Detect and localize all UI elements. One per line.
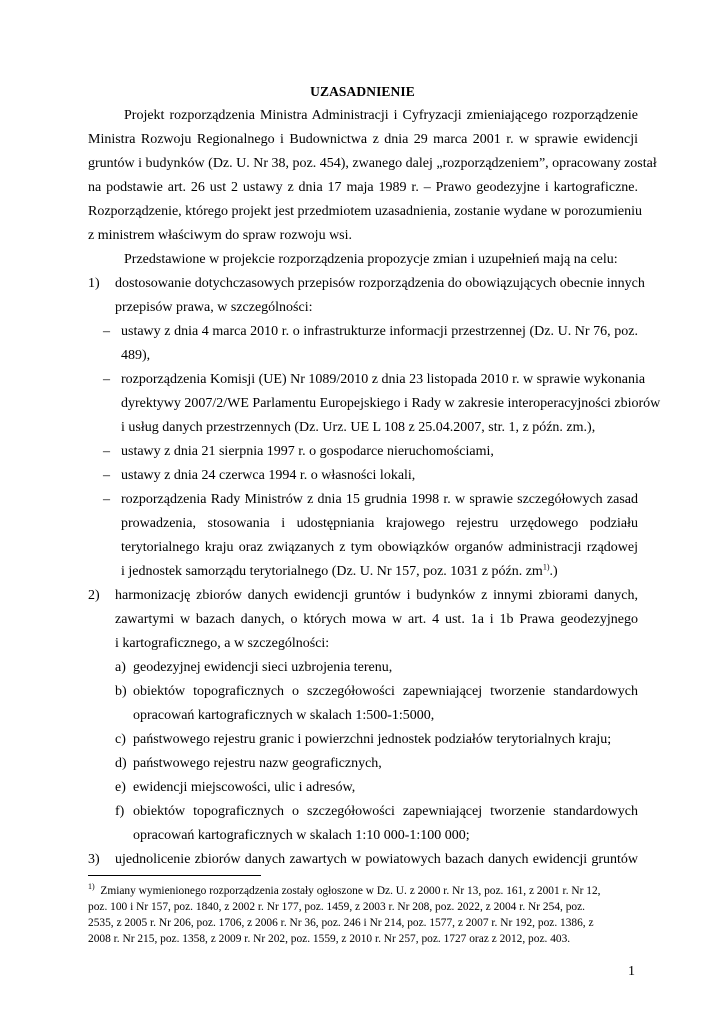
item1-line: przepisów prawa, w szczególności: bbox=[115, 300, 313, 315]
item3-line: ujednolicenie zbiorów danych zawartych w powiatowych bazach danych ewidencji gruntów bbox=[115, 852, 638, 867]
footnote-reference: 1) bbox=[542, 562, 550, 572]
sub-item-line: terytorialnego kraju oraz związanych z tym obowiązków organów administracji rządowej bbox=[121, 540, 638, 555]
sub-item-line: ustawy z dnia 21 sierpnia 1997 r. o gospodarce nieruchomościami, bbox=[121, 444, 494, 459]
letter-item-line: obiektów topograficznych o szczegółowości zapewniającej tworzenie standardowych bbox=[133, 684, 638, 699]
sub-item-line: i usług danych przestrzennych (Dz. Urz. UE L 108 z 25.04.2007, str. 1, z późn. zm.), bbox=[121, 420, 596, 435]
sub-item-line: prowadzenia, stosowania i udostępniania krajowego rejestru urzędowego podziału bbox=[121, 516, 638, 531]
letter-item-line: obiektów topograficznych o szczegółowości zapewniającej tworzenie standardowych bbox=[133, 804, 638, 819]
letter-item-line: opracowań kartograficznych w skalach 1:10 000-1:100 000; bbox=[133, 828, 470, 843]
letter-item-line: państwowego rejestru nazw geograficznych, bbox=[133, 756, 382, 771]
footnote-separator bbox=[88, 875, 261, 876]
letter-item-line: ewidencji miejscowości, ulic i adresów, bbox=[133, 780, 356, 795]
sub-item-line: rozporządzenia Komisji (UE) Nr 1089/2010 z dnia 23 listopada 2010 r. w sprawie wykonania bbox=[121, 372, 646, 387]
sub-item-text: i jednostek samorządu terytorialnego (Dz. U. Nr 157, poz. 1031 z późn. zm bbox=[121, 564, 543, 579]
dash-bullet: – bbox=[103, 468, 110, 483]
intro-line: Projekt rozporządzenia Ministra Administracji i Cyfryzacji zmieniającego rozporządzenie bbox=[124, 108, 638, 123]
letter-marker: c) bbox=[115, 732, 126, 747]
sub-item-line: rozporządzenia Rady Ministrów z dnia 15 grudnia 1998 r. w sprawie szczegółowych zasad bbox=[121, 492, 638, 507]
sub-item-line: dyrektywy 2007/2/WE Parlamentu Europejskiego i Rady w zakresie interoperacyjności zbiorów bbox=[121, 396, 661, 411]
footnote-text: Zmiany wymienionego rozporządzenia zostały ogłoszone w Dz. U. z 2000 r. Nr 13, poz. 161, z 2001 r. Nr 12, bbox=[100, 885, 601, 897]
letter-marker: e) bbox=[115, 780, 126, 795]
intro-line: Ministra Rozwoju Regionalnego i Budownictwa z dnia 29 marca 2001 r. w sprawie ewidencji bbox=[88, 132, 638, 147]
page-number: 1 bbox=[628, 964, 635, 979]
letter-item-line: opracowań kartograficznych w skalach 1:500-1:5000, bbox=[133, 708, 435, 723]
footnote-line: 2008 r. Nr 215, poz. 1358, z 2009 r. Nr 202, poz. 1559, z 2010 r. Nr 257, poz. 1727 oraz z 2012, poz. 403. bbox=[88, 933, 571, 945]
footnote-line bbox=[88, 884, 601, 900]
item-number: 2) bbox=[88, 588, 100, 603]
document-title: UZASADNIENIE bbox=[310, 84, 415, 99]
dash-bullet: – bbox=[103, 444, 110, 459]
letter-marker: f) bbox=[115, 804, 125, 819]
letter-marker: b) bbox=[115, 684, 127, 699]
intro-line: z ministrem właściwym do spraw rozwoju wsi. bbox=[88, 228, 353, 243]
sub-item-text-end: .) bbox=[549, 564, 558, 579]
sub-item-line bbox=[121, 563, 558, 581]
sub-item-line: 489), bbox=[121, 348, 151, 363]
footnote-marker: 1) bbox=[88, 882, 95, 892]
footnote-line: 2535, z 2005 r. Nr 206, poz. 1706, z 2006 r. Nr 36, poz. 246 i Nr 214, poz. 1577, z 2007 r. Nr 192, poz. 1386, z bbox=[88, 917, 594, 929]
lead-sentence: Przedstawione w projekcie rozporządzenia propozycje zmian i uzupełnień mają na celu: bbox=[124, 252, 618, 267]
item2-line: i kartograficznego, a w szczególności: bbox=[115, 636, 330, 651]
footnote-line: poz. 100 i Nr 157, poz. 1840, z 2002 r. Nr 177, poz. 1459, z 2003 r. Nr 208, poz. 2022, z 2004 r. Nr 254, poz. bbox=[88, 901, 586, 913]
letter-marker: a) bbox=[115, 660, 126, 675]
dash-bullet: – bbox=[103, 324, 110, 339]
intro-line: na podstawie art. 26 ust 2 ustawy z dnia 17 maja 1989 r. – Prawo geodezyjne i kartograficzne. bbox=[88, 180, 638, 195]
item2-line: zawartymi w bazach danych, o których mowa w art. 4 ust. 1a i 1b Prawa geodezyjnego bbox=[115, 612, 638, 627]
sub-item-line: ustawy z dnia 24 czerwca 1994 r. o własności lokali, bbox=[121, 468, 416, 483]
item2-line: harmonizację zbiorów danych ewidencji gruntów i budynków z innymi zbiorami danych, bbox=[115, 588, 638, 603]
intro-line: gruntów i budynków (Dz. U. Nr 38, poz. 454), zwanego dalej „rozporządzeniem”, opracowany został bbox=[88, 156, 657, 171]
item-number: 3) bbox=[88, 852, 100, 867]
letter-marker: d) bbox=[115, 756, 127, 771]
sub-item-line: ustawy z dnia 4 marca 2010 r. o infrastrukturze informacji przestrzennej (Dz. U. Nr 76, poz. bbox=[121, 324, 638, 339]
letter-item-line: geodezyjnej ewidencji sieci uzbrojenia terenu, bbox=[133, 660, 393, 675]
intro-line: Rozporządzenie, którego projekt jest przedmiotem uzasadnienia, zostanie wydane w porozumieniu bbox=[88, 204, 642, 219]
item1-line: dostosowanie dotychczasowych przepisów rozporządzenia do obowiązujących obecnie innych bbox=[115, 276, 645, 291]
dash-bullet: – bbox=[103, 372, 110, 387]
dash-bullet: – bbox=[103, 492, 110, 507]
letter-item-line: państwowego rejestru granic i powierzchni jednostek podziałów terytorialnych kraju; bbox=[133, 732, 612, 747]
item-number: 1) bbox=[88, 276, 100, 291]
